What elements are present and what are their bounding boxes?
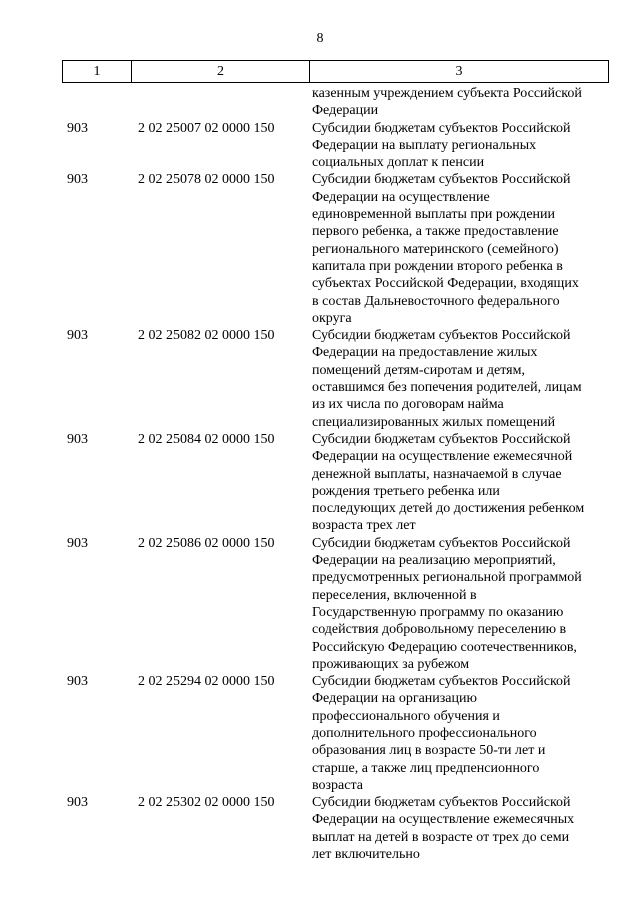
description-line: содействия добровольному переселению в (312, 622, 567, 638)
description-line: социальных доплат к пенсии (312, 155, 485, 171)
budget-code: 2 02 25302 02 0000 150 (138, 795, 275, 811)
page-number: 8 (316, 31, 324, 46)
description-line: переселения, включенной в (312, 587, 477, 603)
budget-code: 2 02 25294 02 0000 150 (138, 674, 275, 690)
description-line: предусмотренных региональной программой (312, 570, 582, 586)
description-line: Государственную программу по оказанию (312, 604, 564, 620)
table-row (0, 431, 640, 535)
description-line: единовременной выплаты при рождении (312, 207, 556, 223)
header-col-2: 2 (132, 61, 310, 82)
description-line: Российскую Федерацию соотечественников, (312, 639, 577, 655)
description-line: денежной выплаты, назначаемой в случае (312, 466, 562, 482)
table-row (0, 327, 640, 431)
description-line: последующих детей до достижения ребенком (312, 501, 585, 517)
description-line: образования лиц в возрасте 50-ти лет и (312, 743, 546, 759)
description-line: лет включительно (312, 847, 420, 863)
description-line: Субсидии бюджетам субъектов Российской (312, 172, 571, 188)
row-description (312, 327, 612, 431)
description-line: капитала при рождении второго ребенка в (312, 258, 563, 274)
description-line: округа (312, 310, 352, 326)
description-line: Субсидии бюджетам субъектов Российской (312, 795, 571, 811)
row-description (312, 794, 612, 863)
row-description (312, 171, 612, 327)
description-line: из их числа по договорам найма (312, 397, 504, 413)
admin-code: 903 (67, 172, 88, 188)
row-description (312, 431, 612, 535)
description-line: рождения третьего ребенка или (312, 483, 500, 499)
table-row (0, 673, 640, 794)
description-line: возраста (312, 777, 363, 793)
budget-code: 2 02 25082 02 0000 150 (138, 328, 275, 344)
admin-code: 903 (67, 120, 88, 136)
table-row (0, 535, 640, 673)
description-line: первого ребенка, а также предоставление (312, 224, 559, 240)
description-line: субъектах Российской Федерации, входящих (312, 276, 579, 292)
row-description (312, 535, 612, 673)
description-line: казенным учреждением субъекта Российской (312, 86, 582, 101)
description-line: Федерации на осуществление (312, 189, 490, 205)
description-line: выплат на детей в возрасте от трех до семи (312, 829, 570, 845)
table-row (0, 171, 640, 327)
row-description (312, 673, 612, 794)
description-line: помещений детям-сиротам и детям, (312, 362, 525, 378)
budget-code: 2 02 25086 02 0000 150 (138, 535, 275, 551)
description-line: Федерации на осуществление ежемесячных (312, 812, 575, 828)
table-header (62, 60, 609, 83)
description-line: Субсидии бюджетам субъектов Российской (312, 535, 571, 551)
budget-code: 2 02 25084 02 0000 150 (138, 431, 275, 447)
description-line: Субсидии бюджетам субъектов Российской (312, 328, 571, 344)
description-line: Федерации на выплату региональных (312, 137, 537, 153)
admin-code: 903 (67, 328, 88, 344)
admin-code: 903 (67, 535, 88, 551)
table-body (0, 85, 640, 863)
description-line: Федерации на реализацию мероприятий, (312, 553, 556, 569)
admin-code: 903 (67, 431, 88, 447)
admin-code: 903 (67, 795, 88, 811)
table-row (0, 120, 640, 172)
description-line: Субсидии бюджетам субъектов Российской (312, 431, 571, 447)
description-line: проживающих за рубежом (312, 656, 470, 672)
table-row (0, 794, 640, 863)
description-line: дополнительного профессионального (312, 725, 537, 741)
description-line: Федерации на осуществление ежемесячной (312, 449, 573, 465)
description-line: специализированных жилых помещений (312, 414, 556, 430)
budget-code: 2 02 25078 02 0000 150 (138, 172, 275, 188)
description-line: Федерации (312, 103, 379, 119)
description-line: возраста трех лет (312, 518, 416, 534)
description-line: Субсидии бюджетам субъектов Российской (312, 120, 571, 136)
row-description (312, 85, 612, 120)
description-line: оставшимся без попечения родителей, лицам (312, 380, 582, 396)
description-line: Федерации на организацию (312, 691, 477, 707)
header-col-3: 3 (455, 63, 463, 79)
table-row-continuation (0, 85, 640, 120)
description-line: Субсидии бюджетам субъектов Российской (312, 674, 571, 690)
row-description (312, 120, 612, 172)
description-line: профессионального обучения и (312, 708, 500, 724)
description-line: в состав Дальневосточного федерального (312, 293, 560, 309)
admin-code: 903 (67, 674, 88, 690)
budget-code: 2 02 25007 02 0000 150 (138, 120, 275, 136)
header-col-1: 1 (63, 61, 132, 82)
description-line: регионального материнского (семейного) (312, 241, 559, 257)
description-line: старше, а также лиц предпенсионного (312, 760, 540, 776)
description-line: Федерации на предоставление жилых (312, 345, 538, 361)
